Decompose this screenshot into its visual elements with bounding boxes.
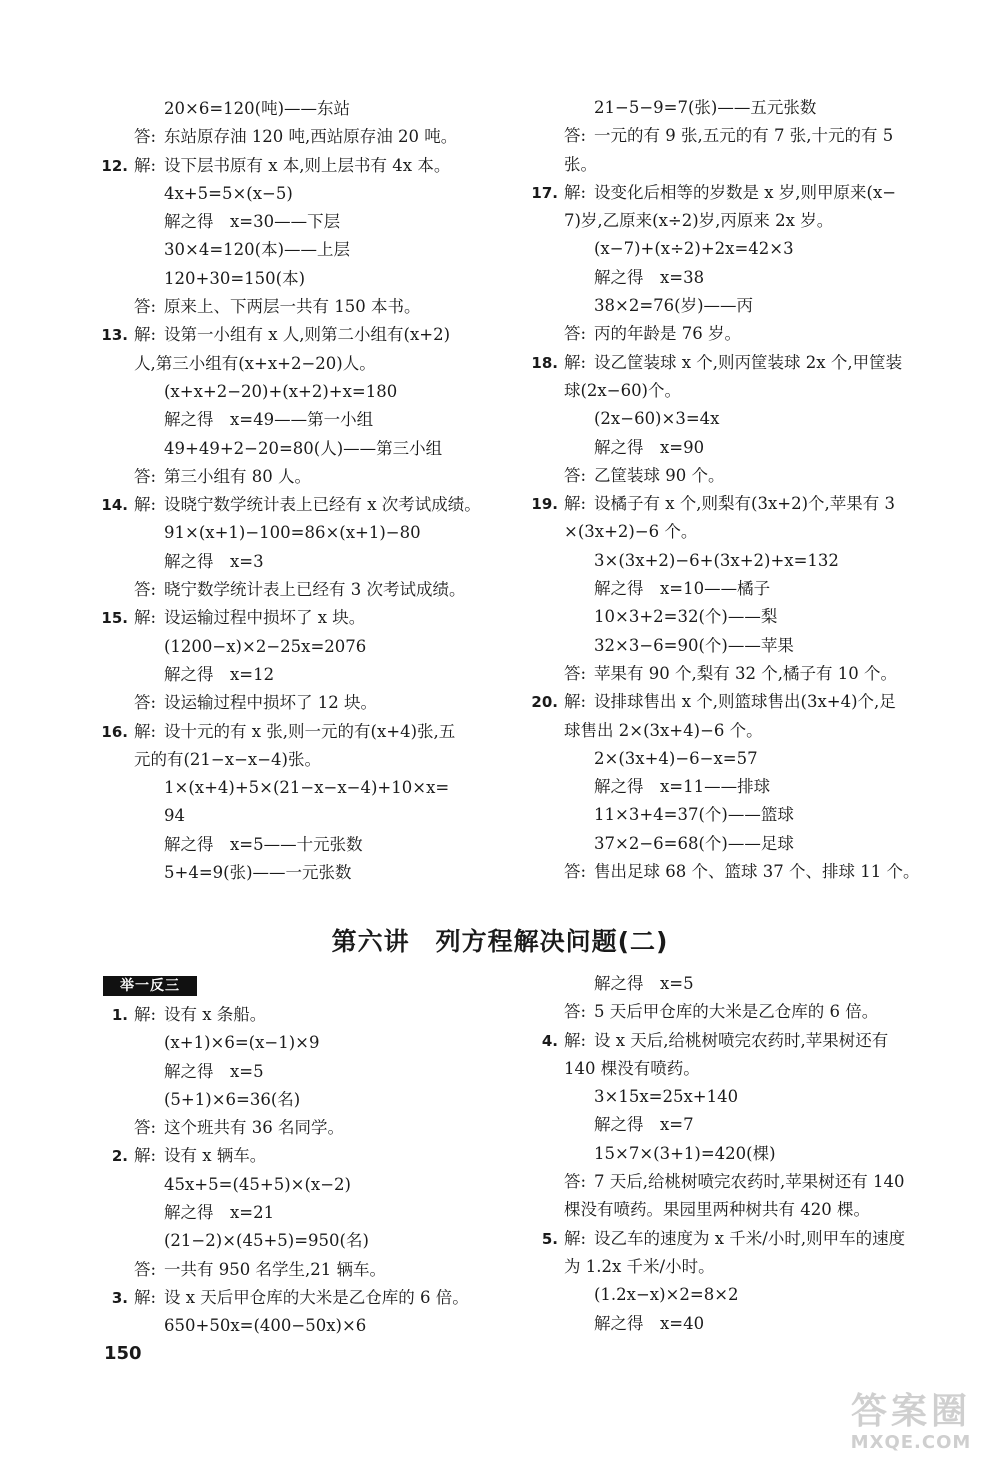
- solution-label: 解:: [564, 494, 587, 514]
- solution-line: [100, 633, 500, 661]
- solution-label: 解:: [564, 1228, 587, 1248]
- line-text: (1.2x−x)×2=8×2: [594, 1285, 739, 1305]
- top-right-column: [530, 94, 940, 886]
- answer-label: 答:: [564, 1002, 587, 1022]
- solution-line: [100, 1171, 500, 1199]
- answer-label: 答:: [134, 580, 157, 600]
- line-text: 5 天后甲仓库的大米是乙仓库的 6 倍。: [594, 1002, 879, 1022]
- solution-line: [100, 1029, 500, 1057]
- answer-label: 答:: [564, 324, 587, 344]
- line-text: 晓宁数学统计表上已经有 3 次考试成绩。: [164, 580, 466, 600]
- line-text: 3×15x=25x+140: [594, 1087, 739, 1107]
- line-text: 棵没有喷药。果园里两种树共有 420 棵。: [564, 1200, 870, 1220]
- line-text: 为 1.2x 千米/小时。: [564, 1256, 715, 1276]
- solution-line: [530, 688, 940, 716]
- line-text: 这个班共有 36 名同学。: [164, 1118, 344, 1138]
- solution-line: [100, 236, 500, 264]
- solution-line: [100, 1256, 500, 1284]
- line-text: 650+50x=(400−50x)×6: [164, 1316, 367, 1336]
- line-text: 2×(3x+4)−6−x=57: [594, 748, 758, 768]
- line-text: 解之得 x=5: [594, 974, 694, 993]
- line-text: 设变化后相等的岁数是 x 岁,则甲原来(x−: [594, 182, 897, 202]
- solution-line: [100, 661, 500, 689]
- line-text: ×(3x+2)−6 个。: [564, 522, 698, 542]
- line-text: 32×3−6=90(个)——苹果: [594, 635, 794, 655]
- solution-line: [100, 519, 500, 547]
- line-text: 7)岁,乙原来(x÷2)岁,丙原来 2x 岁。: [564, 211, 834, 231]
- line-text: 设乙筐装球 x 个,则丙筐装球 2x 个,甲筐装: [594, 352, 903, 372]
- solution-line: [100, 718, 500, 746]
- line-text: 5+4=9(张)——一元张数: [164, 863, 352, 883]
- solution-line: [530, 235, 940, 263]
- bottom-left-column: [100, 1001, 500, 1341]
- solution-line: [100, 1058, 500, 1086]
- answer-label: 答:: [564, 126, 587, 146]
- solution-line: [530, 292, 940, 320]
- line-text: 第三小组有 80 人。: [164, 466, 311, 486]
- solution-line: [100, 1086, 500, 1114]
- solution-line: [530, 1111, 940, 1139]
- answer-label: 答:: [564, 663, 587, 683]
- solution-line: [530, 320, 940, 348]
- line-text: 解之得 x=30——下层: [164, 212, 341, 232]
- solution-line: [100, 435, 500, 463]
- solution-label: 解:: [134, 155, 157, 175]
- line-text: 解之得 x=10——橘子: [594, 579, 771, 599]
- line-text: 丙的年龄是 76 岁。: [594, 324, 741, 344]
- line-text: 东站原存油 120 吨,西站原存油 20 吨。: [164, 127, 458, 147]
- solution-line: [530, 1083, 940, 1111]
- solution-line: [530, 1027, 940, 1055]
- problem-number: 5.: [541, 1229, 558, 1248]
- line-text: 原来上、下两层一共有 150 本书。: [164, 297, 421, 317]
- line-text: 张。: [564, 154, 597, 174]
- solution-line: [530, 1196, 940, 1224]
- line-text: (x+x+2−20)+(x+2)+x=180: [164, 381, 398, 401]
- line-text: (x+1)×6=(x−1)×9: [164, 1033, 320, 1053]
- problem-number: 4.: [541, 1031, 558, 1050]
- solution-line: [100, 463, 500, 491]
- solution-line: [100, 1001, 500, 1029]
- line-text: 设有 x 辆车。: [164, 1146, 267, 1166]
- solution-label: 解:: [134, 1005, 157, 1024]
- line-text: 4x+5=5×(x−5): [164, 183, 293, 203]
- solution-line: [100, 152, 500, 180]
- line-text: 设下层书原有 x 本,则上层书有 4x 本。: [164, 155, 451, 175]
- solution-label: 解:: [134, 608, 157, 628]
- line-text: 设晓宁数学统计表上已经有 x 次考试成绩。: [164, 495, 481, 515]
- line-text: 设橘子有 x 个,则梨有(3x+2)个,苹果有 3: [594, 494, 896, 514]
- solution-line: [530, 1140, 940, 1168]
- solution-line: [100, 746, 500, 774]
- line-text: 38×2=76(岁)——丙: [594, 296, 754, 316]
- solution-line: [530, 1281, 940, 1309]
- top-left-column: [100, 95, 500, 887]
- answer-label: 答:: [134, 1118, 157, 1138]
- line-text: 设 x 天后甲仓库的大米是乙仓库的 6 倍。: [164, 1287, 469, 1307]
- solution-line: [100, 350, 500, 378]
- solution-line: [530, 1310, 940, 1338]
- solution-line: [530, 377, 940, 405]
- solution-line: [530, 151, 940, 179]
- line-text: 3×(3x+2)−6+(3x+2)+x=132: [594, 550, 839, 570]
- answer-label: 答:: [564, 862, 587, 882]
- solution-line: [530, 94, 940, 122]
- line-text: 解之得 x=11——排球: [594, 777, 771, 797]
- solution-line: [100, 406, 500, 434]
- solution-line: [100, 689, 500, 717]
- solution-label: 解:: [134, 1287, 157, 1307]
- answer-label: 答:: [134, 127, 157, 147]
- solution-line: [530, 801, 940, 829]
- watermark-text: 答案圈: [850, 1391, 971, 1432]
- line-text: 一元的有 9 张,五元的有 7 张,十元的有 5: [594, 126, 894, 146]
- line-text: 解之得 x=49——第一小组: [164, 410, 374, 430]
- solution-line: [100, 293, 500, 321]
- bottom-right-column: [530, 970, 940, 1338]
- solution-line: [530, 717, 940, 745]
- solution-line: [530, 1253, 940, 1281]
- line-text: 解之得 x=12: [164, 664, 275, 684]
- answer-label: 答:: [134, 693, 157, 713]
- solution-line: [100, 1284, 500, 1312]
- line-text: 解之得 x=5: [164, 1061, 264, 1081]
- solution-line: [100, 831, 500, 859]
- solution-line: [530, 434, 940, 462]
- solution-line: [530, 745, 940, 773]
- line-text: 设十元的有 x 张,则一元的有(x+4)张,五: [164, 721, 456, 741]
- solution-line: [530, 405, 940, 433]
- problem-number: 17.: [531, 183, 558, 202]
- problem-number: 3.: [111, 1288, 128, 1307]
- line-text: 94: [164, 806, 185, 826]
- page-number: 150: [104, 1343, 142, 1364]
- solution-line: [100, 1312, 500, 1340]
- solution-label: 解:: [564, 182, 587, 202]
- line-text: 30×4=120(本)——上层: [164, 240, 351, 260]
- problem-number: 14.: [101, 496, 128, 515]
- solution-line: [100, 208, 500, 236]
- solution-line: [530, 547, 940, 575]
- solution-line: [100, 265, 500, 293]
- answer-label: 答:: [564, 1172, 587, 1192]
- solution-line: [100, 1199, 500, 1227]
- solution-line: [530, 207, 940, 235]
- answer-label: 答:: [134, 297, 157, 317]
- problem-number: 2.: [111, 1147, 128, 1166]
- line-text: 140 棵没有喷药。: [564, 1058, 700, 1078]
- line-text: 7 天后,给桃树喷完农药时,苹果树还有 140: [594, 1172, 905, 1192]
- line-text: 120+30=150(本): [164, 268, 306, 288]
- answer-label: 答:: [134, 1259, 157, 1279]
- line-text: 解之得 x=5——十元张数: [164, 834, 363, 854]
- problem-number: 15.: [101, 609, 128, 628]
- answer-label: 答:: [134, 466, 157, 486]
- solution-line: [530, 970, 940, 998]
- line-text: 11×3+4=37(个)——篮球: [594, 805, 794, 825]
- line-text: 一共有 950 名学生,21 辆车。: [164, 1259, 386, 1279]
- line-text: 1×(x+4)+5×(21−x−x−4)+10×x=: [164, 778, 450, 798]
- line-text: 解之得 x=21: [164, 1203, 275, 1223]
- solution-line: [100, 548, 500, 576]
- section-title: 第六讲 列方程解决问题(二): [331, 927, 669, 956]
- solution-line: [100, 604, 500, 632]
- problem-number: 20.: [531, 693, 558, 712]
- solution-line: [100, 576, 500, 604]
- problem-number: 1.: [111, 1006, 128, 1024]
- line-text: 解之得 x=40: [594, 1313, 705, 1333]
- line-text: 解之得 x=7: [594, 1115, 694, 1135]
- solution-line: [100, 321, 500, 349]
- solution-line: [530, 1225, 940, 1253]
- solution-line: [100, 802, 500, 830]
- watermark-logo: [836, 1391, 986, 1461]
- solution-line: [100, 491, 500, 519]
- solution-label: 解:: [134, 1146, 157, 1166]
- line-text: 设第一小组有 x 人,则第二小组有(x+2): [164, 325, 451, 345]
- line-text: (1200−x)×2−25x=2076: [164, 636, 367, 656]
- solution-line: [530, 122, 940, 150]
- solution-line: [530, 518, 940, 546]
- line-text: 15×7×(3+1)=420(棵): [594, 1143, 776, 1163]
- solution-label: 解:: [134, 721, 157, 741]
- problem-number: 18.: [531, 353, 558, 372]
- solution-line: [530, 830, 940, 858]
- problem-number: 13.: [101, 326, 128, 345]
- answer-label: 答:: [564, 465, 587, 485]
- solution-line: [100, 1142, 500, 1170]
- solution-line: [530, 660, 940, 688]
- solution-line: [530, 1055, 940, 1083]
- solution-line: [100, 859, 500, 887]
- line-text: 球售出 2×(3x+4)−6 个。: [564, 720, 763, 740]
- line-text: 乙筐装球 90 个。: [594, 465, 725, 485]
- solution-line: [530, 264, 940, 292]
- line-text: 人,第三小组有(x+x+2−20)人。: [134, 353, 376, 373]
- line-text: (2x−60)×3=4x: [594, 409, 720, 429]
- line-text: 37×2−6=68(个)——足球: [594, 833, 794, 853]
- line-text: 21−5−9=7(张)——五元张数: [594, 98, 817, 117]
- line-text: 49+49+2−20=80(人)——第三小组: [164, 438, 443, 458]
- line-text: 苹果有 90 个,梨有 32 个,橘子有 10 个。: [594, 663, 897, 683]
- line-text: 设排球售出 x 个,则篮球售出(3x+4)个,足: [594, 692, 896, 712]
- solution-label: 解:: [134, 325, 157, 345]
- line-text: 球(2x−60)个。: [564, 380, 681, 400]
- solution-label: 解:: [564, 352, 587, 372]
- solution-line: [530, 773, 940, 801]
- solution-label: 解:: [564, 692, 587, 712]
- line-text: 设乙车的速度为 x 千米/小时,则甲车的速度: [594, 1228, 906, 1248]
- line-text: 91×(x+1)−100=86×(x+1)−80: [164, 523, 421, 543]
- line-text: (5+1)×6=36(名): [164, 1089, 301, 1109]
- line-text: 设有 x 条船。: [164, 1005, 267, 1024]
- solution-line: [530, 462, 940, 490]
- line-text: 解之得 x=3: [164, 551, 264, 571]
- solution-line: [100, 95, 500, 123]
- line-text: 设运输过程中损坏了 12 块。: [164, 693, 377, 713]
- solution-line: [530, 349, 940, 377]
- solution-line: [100, 1114, 500, 1142]
- section-badge: 举一反三: [103, 976, 197, 996]
- solution-line: [530, 490, 940, 518]
- line-text: 10×3+2=32(个)——梨: [594, 607, 778, 627]
- line-text: 设 x 天后,给桃树喷完农药时,苹果树还有: [594, 1030, 889, 1050]
- solution-line: [530, 858, 940, 886]
- line-text: 45x+5=(45+5)×(x−2): [164, 1174, 351, 1194]
- line-text: 20×6=120(吨)——东站: [164, 99, 351, 118]
- solution-line: [100, 123, 500, 151]
- watermark-url: MXQE.COM: [850, 1432, 972, 1453]
- solution-line: [530, 179, 940, 207]
- problem-number: 19.: [531, 495, 558, 514]
- line-text: 解之得 x=38: [594, 267, 705, 287]
- line-text: (x−7)+(x÷2)+2x=42×3: [594, 239, 794, 259]
- solution-line: [530, 603, 940, 631]
- solution-line: [530, 575, 940, 603]
- solution-line: [530, 1168, 940, 1196]
- line-text: (21−2)×(45+5)=950(名): [164, 1231, 369, 1251]
- solution-label: 解:: [564, 1030, 587, 1050]
- line-text: 元的有(21−x−x−4)张。: [134, 749, 321, 769]
- solution-line: [100, 180, 500, 208]
- solution-line: [100, 378, 500, 406]
- solution-label: 解:: [134, 495, 157, 515]
- solution-line: [530, 998, 940, 1026]
- line-text: 设运输过程中损坏了 x 块。: [164, 608, 366, 628]
- solution-line: [100, 1227, 500, 1255]
- solution-line: [100, 774, 500, 802]
- problem-number: 16.: [101, 722, 128, 741]
- solution-line: [530, 632, 940, 660]
- problem-number: 12.: [101, 156, 128, 175]
- line-text: 售出足球 68 个、篮球 37 个、排球 11 个。: [594, 862, 920, 882]
- line-text: 解之得 x=90: [594, 437, 705, 457]
